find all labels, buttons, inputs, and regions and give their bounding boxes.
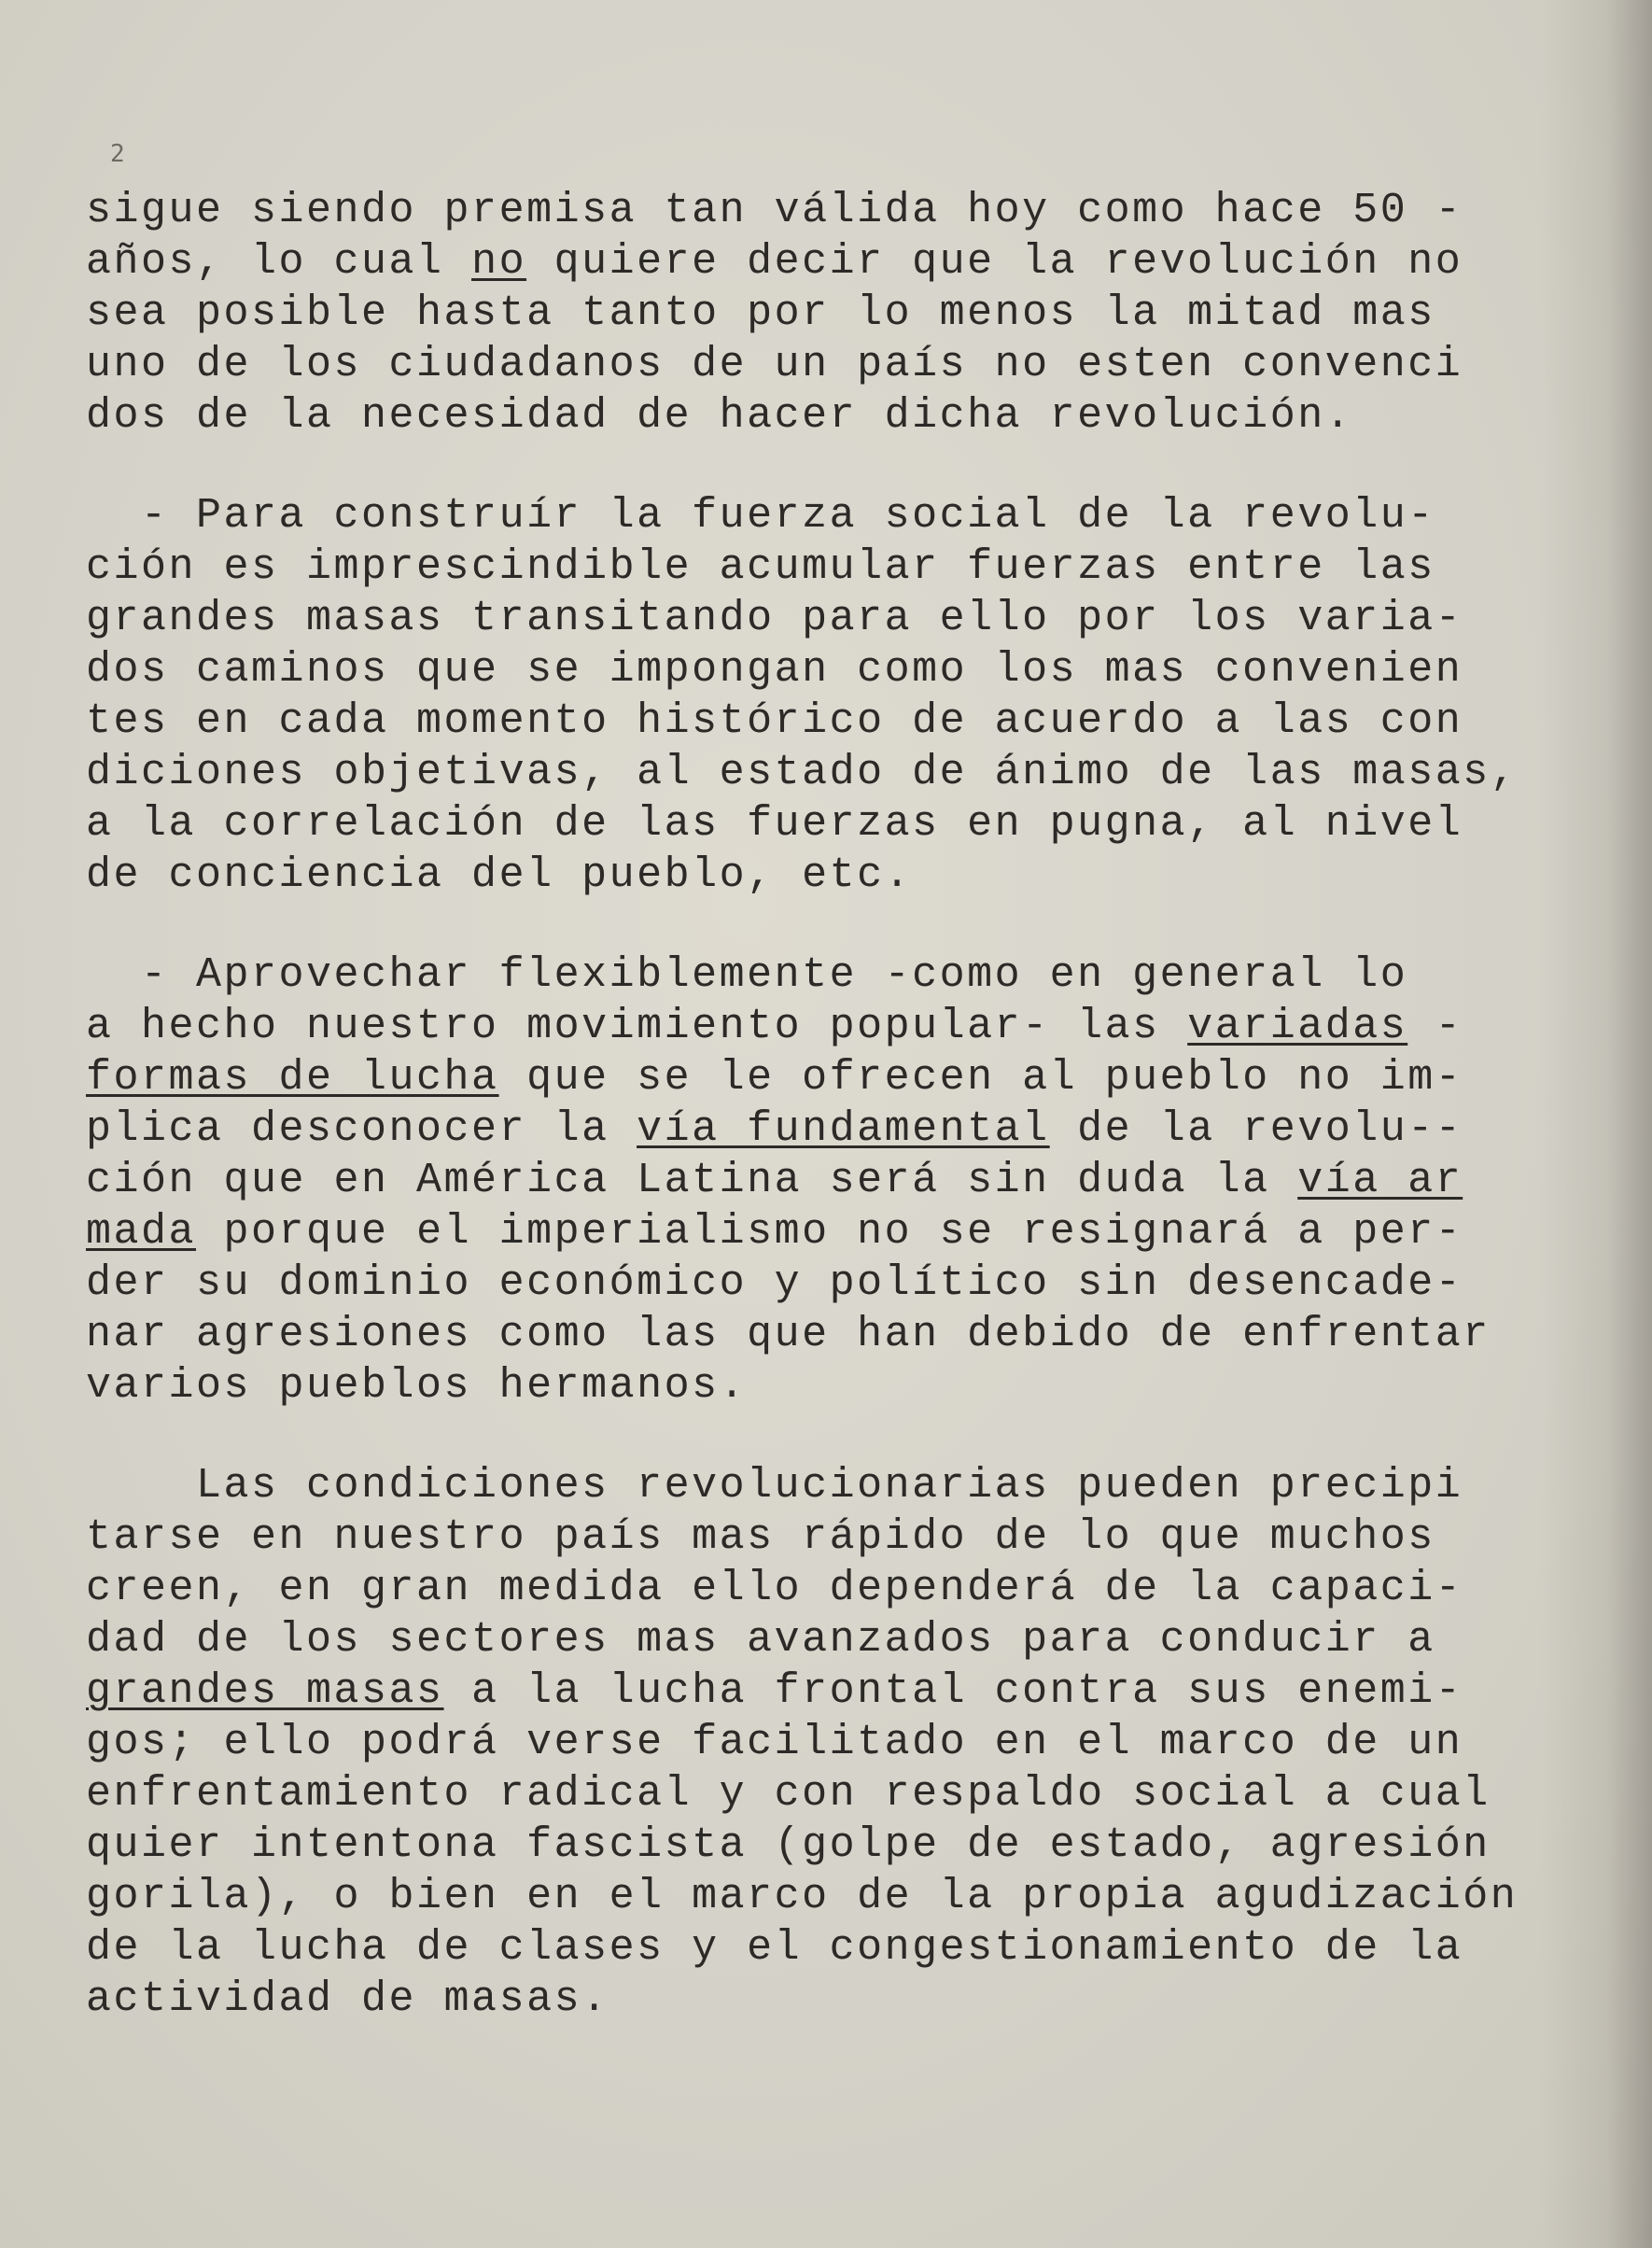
text-segment: - Para construír la fuerza social de la revolu- xyxy=(86,492,1435,540)
text-segment: plica desconocer la xyxy=(86,1105,637,1153)
text-segment: Las condiciones revolucionarias pueden precipi xyxy=(86,1462,1463,1510)
text-line xyxy=(86,644,1579,695)
text-segment: gorila), o bien en el marco de la propia agudización xyxy=(86,1873,1519,1920)
text-line xyxy=(86,288,1579,339)
text-line xyxy=(86,1563,1579,1614)
text-line xyxy=(86,695,1579,747)
text-line xyxy=(86,1717,1579,1768)
text-segment: diciones objetivas, al estado de ánimo de las masas, xyxy=(86,749,1519,796)
text-line xyxy=(86,1511,1579,1563)
underlined-text: vía fundamental xyxy=(637,1105,1050,1153)
text-line xyxy=(86,390,1579,442)
body-text xyxy=(86,185,1579,2025)
text-line xyxy=(86,1103,1579,1155)
text-line xyxy=(86,1460,1579,1511)
text-segment: quiere decir que la revolución no xyxy=(526,238,1463,286)
text-segment: tarse en nuestro país mas rápido de lo que muchos xyxy=(86,1513,1435,1561)
text-segment: ción que en América Latina será sin duda la xyxy=(86,1157,1298,1204)
text-line xyxy=(86,850,1579,901)
text-line xyxy=(86,1974,1579,2025)
underlined-text: grandes masas xyxy=(86,1667,444,1715)
text-line xyxy=(86,1309,1579,1360)
text-segment: de conciencia del pueblo, etc. xyxy=(86,851,913,899)
text-line xyxy=(86,1257,1579,1309)
text-line xyxy=(86,1871,1579,1922)
text-segment: grandes masas transitando para ello por los varia- xyxy=(86,595,1463,642)
text-segment: tes en cada momento histórico de acuerdo a las con xyxy=(86,697,1463,745)
text-line xyxy=(86,1001,1579,1052)
text-segment: enfrentamiento radical y con respaldo social a cual xyxy=(86,1770,1491,1818)
paragraph-gap xyxy=(86,1412,1579,1460)
underlined-text: variadas xyxy=(1187,1003,1408,1050)
text-segment: - Aprovechar flexiblemente -como en general lo xyxy=(86,951,1408,999)
text-segment: uno de los ciudadanos de un país no esten convenci xyxy=(86,341,1463,388)
text-segment: a hecho nuestro movimiento popular- las xyxy=(86,1003,1188,1050)
text-segment: de la lucha de clases y el congestionamiento de la xyxy=(86,1924,1463,1972)
paragraph-gap xyxy=(86,901,1579,949)
text-line xyxy=(86,236,1579,288)
text-line xyxy=(86,798,1579,850)
text-segment: gos; ello podrá verse facilitado en el marco de un xyxy=(86,1719,1463,1766)
text-line xyxy=(86,1206,1579,1257)
text-segment: de la revolu-- xyxy=(1049,1105,1463,1153)
paragraph-gap xyxy=(86,442,1579,490)
text-segment: dos de la necesidad de hacer dicha revolución. xyxy=(86,392,1353,440)
text-line xyxy=(86,185,1579,236)
page-number: 2 xyxy=(110,140,125,168)
text-segment: dos caminos que se impongan como los mas convenien xyxy=(86,646,1463,694)
text-segment: sea posible hasta tanto por lo menos la mitad mas xyxy=(86,289,1435,337)
text-segment: a la correlación de las fuerzas en pugna, al nivel xyxy=(86,800,1463,848)
text-segment: años, lo cual xyxy=(86,238,472,286)
text-line xyxy=(86,593,1579,644)
text-segment: dad de los sectores mas avanzados para conducir a xyxy=(86,1616,1435,1664)
text-line xyxy=(86,490,1579,541)
text-line xyxy=(86,1665,1579,1717)
text-segment: que se le ofrecen al pueblo no im- xyxy=(498,1054,1463,1102)
text-line xyxy=(86,1922,1579,1974)
text-line xyxy=(86,339,1579,390)
text-line xyxy=(86,1614,1579,1665)
underlined-text: no xyxy=(471,238,527,286)
text-segment: varios pueblos hermanos. xyxy=(86,1362,748,1410)
underlined-text: formas de lucha xyxy=(86,1054,499,1102)
text-segment: actividad de masas. xyxy=(86,1975,609,2023)
text-segment: quier intentona fascista (golpe de estado, agresión xyxy=(86,1821,1491,1869)
underlined-text: vía ar xyxy=(1297,1157,1463,1204)
text-segment: creen, en gran medida ello dependerá de la capaci- xyxy=(86,1565,1463,1612)
text-segment: porque el imperialismo no se resignará a per- xyxy=(196,1208,1463,1256)
text-line xyxy=(86,1155,1579,1206)
text-segment: sigue siendo premisa tan válida hoy como hace 50 - xyxy=(86,187,1463,234)
text-line xyxy=(86,1360,1579,1412)
text-line xyxy=(86,1768,1579,1819)
text-segment: - xyxy=(1407,1003,1463,1050)
underlined-text: mada xyxy=(86,1208,197,1256)
text-line xyxy=(86,747,1579,798)
text-line xyxy=(86,949,1579,1001)
text-line xyxy=(86,541,1579,593)
text-segment: ción es imprescindible acumular fuerzas entre las xyxy=(86,543,1435,591)
text-segment: der su dominio económico y político sin desencade- xyxy=(86,1259,1463,1307)
text-segment: nar agresiones como las que han debido de enfrentar xyxy=(86,1311,1491,1358)
text-line xyxy=(86,1819,1579,1871)
text-segment: a la lucha frontal contra sus enemi- xyxy=(443,1667,1463,1715)
text-line xyxy=(86,1052,1579,1103)
